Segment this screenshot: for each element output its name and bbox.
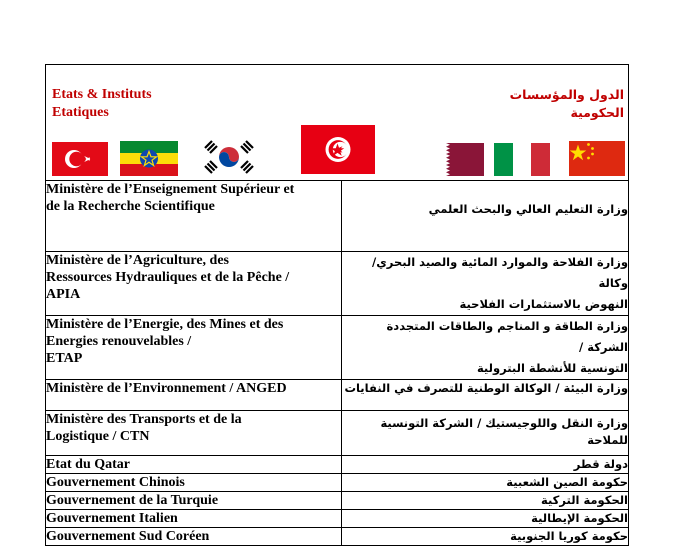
french-cell: Gouvernement Chinois: [46, 474, 342, 492]
french-cell: Etat du Qatar: [46, 456, 342, 474]
arabic-cell: دولة قطر: [342, 456, 629, 474]
arabic-cell: وزارة النقل واللوجيستيك / الشركة التونسية للملاحة: [342, 411, 629, 456]
french-cell: Gouvernement Sud Coréen: [46, 528, 342, 546]
table-row: [46, 316, 629, 380]
french-cell: Ministère de l’Energie, des Mines et des Energies renouvelables / ETAP: [46, 316, 342, 380]
arabic-title-line-1: الدول والمؤسسات: [509, 87, 624, 102]
arabic-cell: وزارة الطاقة و المناجم والطاقات المتجددة الشركة / التونسية للأنشطة البترولية: [342, 316, 629, 380]
french-title-line-1: Etats & Instituts: [52, 87, 152, 102]
french-cell: Ministère de l’Enseignement Supérieur et de la Recherche Scientifique: [46, 181, 342, 252]
ethiopia-flag-icon: [120, 141, 178, 176]
arabic-title-line-2: الحكومية: [570, 105, 624, 120]
turkey-flag-icon: [52, 142, 108, 176]
arabic-cell: وزارة الفلاحة والموارد المائية والصيد البحري/ وكالة النهوض بالاستثمارات الفلاحية: [342, 252, 629, 316]
french-cell: Gouvernement de la Turquie: [46, 492, 342, 510]
table-row: [46, 252, 629, 316]
table-row: [46, 456, 629, 474]
french-cell: Ministère des Transports et de la Logistique / CTN: [46, 411, 342, 456]
arabic-cell: وزارة التعليم العالي والبحث العلمي: [342, 181, 629, 252]
table-row: [46, 510, 629, 528]
table-row: [46, 492, 629, 510]
french-cell: Ministère de l’Agriculture, des Ressources Hydrauliques et de la Pêche / APIA: [46, 252, 342, 316]
french-cell: Gouvernement Italien: [46, 510, 342, 528]
tunisia-flag-icon: [301, 125, 375, 174]
table-row: [46, 380, 629, 411]
arabic-cell: وزارة البيئة / الوكالة الوطنية للتصرف في النفايات: [342, 380, 629, 411]
arabic-cell: الحكومة الإيطالية: [342, 510, 629, 528]
table-row: [46, 411, 629, 456]
china-flag-icon: [569, 141, 625, 176]
south-korea-flag-icon: [202, 138, 256, 176]
french-column-title: [52, 86, 252, 122]
table-row: [46, 181, 629, 252]
french-cell: Ministère de l’Environnement / ANGED: [46, 380, 342, 411]
italy-flag-icon: [494, 143, 550, 176]
arabic-cell: الحكومة التركية: [342, 492, 629, 510]
arabic-column-title: [420, 86, 624, 122]
table-row: [46, 474, 629, 492]
arabic-cell: حكومة كوريا الجنوبية: [342, 528, 629, 546]
french-title-line-2: Etatiques: [52, 105, 109, 120]
table-row: [46, 528, 629, 546]
qatar-flag-icon: [428, 143, 484, 176]
arabic-cell: حكومة الصين الشعبية: [342, 474, 629, 492]
partners-table: [45, 180, 629, 546]
